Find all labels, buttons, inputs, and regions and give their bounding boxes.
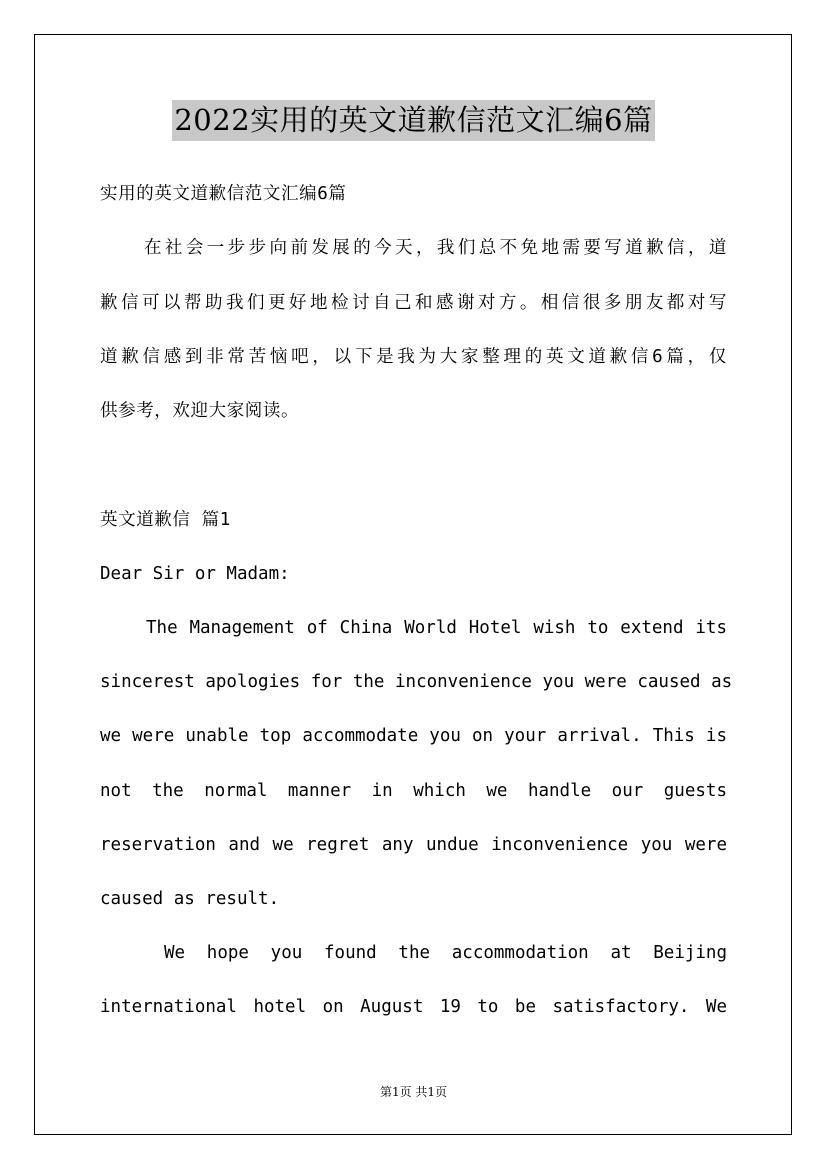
- intro-line: 歉信可以帮助我们更好地检讨自己和感谢对方。相信很多朋友都对写: [100, 293, 727, 313]
- paragraph-line: We hope you found the accommodation at Beijing: [164, 943, 727, 963]
- paragraph-line: The Management of China World Hotel wish to extend its: [146, 618, 727, 638]
- paragraph-line: caused as result.: [100, 889, 280, 909]
- salutation: Dear Sir or Madam:: [100, 564, 290, 584]
- document-title: 2022实用的英文道歉信范文汇编6篇: [172, 100, 654, 141]
- paragraph-line: reservation and we regret any undue inconvenience you were: [100, 835, 727, 855]
- document-subtitle: 实用的英文道歉信范文汇编6篇: [100, 184, 347, 204]
- intro-line: 供参考，欢迎大家阅读。: [100, 401, 300, 421]
- paragraph-line: we were unable top accommodate you on your arrival. This is: [100, 726, 727, 746]
- intro-line: 在社会一步步向前发展的今天，我们总不免地需要写道歉信，道: [144, 238, 727, 258]
- intro-line: 道歉信感到非常苦恼吧，以下是我为大家整理的英文道歉信6篇，仅: [100, 347, 727, 367]
- paragraph-line: not the normal manner in which we handle our guests: [100, 781, 727, 801]
- paragraph-line: international hotel on August 19 to be satisfactory. We: [100, 997, 727, 1017]
- page-footer: 第1页 共1页: [379, 1085, 448, 1099]
- section-heading: 英文道歉信 篇1: [100, 510, 231, 530]
- paragraph-line: sincerest apologies for the inconvenience you were caused as: [100, 672, 733, 692]
